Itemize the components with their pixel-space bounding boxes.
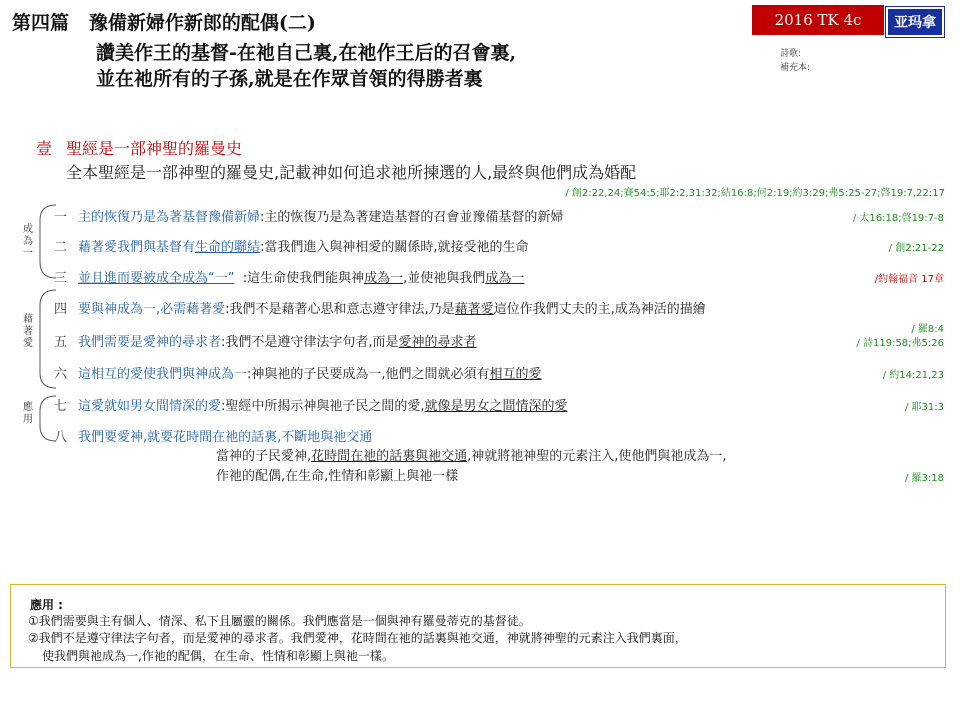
- point-3-text-b: ,並使祂與我們: [403, 271, 486, 286]
- point-6-number: 六: [54, 367, 68, 382]
- point-7-text-u: 就像是男女之間情深的愛: [424, 399, 568, 414]
- part-label: 第四篇: [12, 12, 70, 34]
- point-7: [78, 395, 568, 414]
- point-2-number: 二: [54, 240, 68, 255]
- point-8-text-u: 花時間在祂的話裏與祂交通: [311, 449, 468, 464]
- point-3-number: 三: [54, 271, 68, 286]
- point-2-ref: / 創2:21-22: [888, 243, 944, 254]
- point-4-text-u: 藉著愛: [454, 302, 494, 317]
- point-2-lead-underlined: 生命的聯結: [195, 240, 261, 255]
- point-6-text-a: :神與祂的子民要成為一,他們之間就必須有: [247, 367, 490, 382]
- point-8-text-b: ,神就將祂神聖的元素注入,使他們與祂成為一,: [467, 449, 727, 464]
- point-7-number: 七: [54, 399, 68, 414]
- section-title: 聖經是一部神聖的羅曼史: [66, 139, 243, 158]
- title-line1: 豫備新婦作新郎的配偶(二): [88, 12, 316, 34]
- point-8-text-a: 當神的子民愛神,: [216, 449, 312, 464]
- point-1-number: 一: [54, 210, 68, 225]
- point-7-lead: 這愛就如男女間情深的愛: [78, 399, 222, 414]
- point-5-text-a: :我們不是遵守律法字句者,而是: [221, 335, 399, 350]
- point-8-number: 八: [54, 430, 68, 445]
- point-1-ref: / 太16:18;啓19:7-8: [852, 213, 944, 224]
- point-8-ref: / 羅3:18: [904, 473, 944, 484]
- point-3: [78, 267, 524, 286]
- point-3-lead: 並且進而要: [78, 271, 144, 286]
- point-5-number: 五: [54, 335, 68, 350]
- side-label-group3: 應用: [23, 402, 33, 425]
- point-4-ref: / 羅8:4: [911, 324, 944, 335]
- point-5-lead: 我們需要是愛神的尋求者: [78, 335, 222, 350]
- point-6: [78, 363, 542, 382]
- point-3-text-u1: 成為一: [364, 271, 404, 286]
- application-line-3: 使我們與祂成為一,作祂的配偶，在生命、性情和彰顯上與祂一樣。: [42, 649, 394, 663]
- point-5-ref: / 詩119:58;弗5:26: [856, 338, 944, 349]
- application-title: 應用 :: [30, 598, 63, 612]
- supplement-label: 補充本:: [780, 63, 811, 73]
- point-6-ref: / 約14:21,23: [882, 370, 944, 381]
- point-2: [78, 236, 529, 255]
- point-4-number: 四: [54, 302, 68, 317]
- point-4: [78, 298, 706, 317]
- point-1: [78, 206, 563, 225]
- point-8-text-c: 作祂的配偶,在生命,性情和彰顯上與祂一樣: [216, 469, 459, 484]
- point-3-text-u2: 成為一: [485, 271, 525, 286]
- section-subtitle: 全本聖經是一部神聖的羅曼史,記載神如何追求祂所揀選的人,最終與他們成為婚配: [66, 163, 637, 182]
- point-5: [78, 331, 477, 350]
- point-1-text: :主的恢復乃是為著建造基督的召會並豫備基督的新婦: [260, 210, 564, 225]
- point-6-lead: 這相互的愛使我們與神成為一: [78, 367, 248, 382]
- section-refs: / 創2:22,24;賽54:5;耶2:2,31:32;結16:8;何2:19;約3:29;弗5:25-27;啓19:7,22:17: [565, 188, 945, 199]
- point-5-text-u: 愛神的尋求者: [398, 335, 477, 350]
- title-line2: 讚美作王的基督-在祂自己裏,在祂作王后的召會裏,: [96, 42, 517, 64]
- point-4-text-a: :我們不是藉著心思和意志遵守律法,乃是: [225, 302, 455, 317]
- side-label-group1: 成為一: [23, 224, 33, 259]
- point-3-text-a: :這生命使我們能與神: [242, 271, 365, 286]
- point-4-text-b: 這位作我們丈夫的主,成為神活的描繪: [493, 302, 706, 317]
- point-2-lead: 藉著愛我們與基督有: [78, 240, 196, 255]
- application-line-2: ②我們不是遵守律法字句者，而是愛神的尋求者。我們愛神，花時間在祂的話裏與祂交通，神就將神聖的元素注入我們裏面，: [28, 631, 687, 645]
- title-line3: 並在祂所有的子孫,就是在作眾首領的得勝者裏: [96, 68, 483, 90]
- point-4-lead: 要與神成為一,必需藉著愛: [78, 302, 226, 317]
- point-3-lead-underlined: 被成全成為“一”: [143, 271, 235, 286]
- point-7-ref: / 耶31:3: [904, 402, 944, 413]
- point-1-lead: 主的恢復乃是為著基督豫備新婦: [78, 210, 261, 225]
- point-8-lead: 我們要愛神,就要花時間在祂的話裏,不斷地與祂交通: [78, 430, 373, 445]
- section-number: 壹: [36, 139, 53, 158]
- session-badge: 2016 TK 4c: [752, 5, 884, 35]
- side-label-group2: 藉著愛: [23, 314, 33, 349]
- point-3-ref: /約翰福音 17章: [874, 274, 944, 285]
- point-2-text: :當我們進入與神相愛的關係時,就接受祂的生命: [260, 240, 529, 255]
- hymn-label: 詩歌:: [780, 49, 802, 59]
- point-6-text-u: 相互的愛: [489, 367, 542, 382]
- application-line-1: ①我們需要與主有個人、情深、私下且屬靈的關係。我們應當是一個與神有羅曼蒂克的基督徒。: [28, 614, 531, 628]
- brand-logo: 亚玛拿: [886, 7, 944, 37]
- point-8-body-1: [216, 445, 727, 464]
- point-7-text-a: :聖經中所揭示神與祂子民之間的愛,: [221, 399, 425, 414]
